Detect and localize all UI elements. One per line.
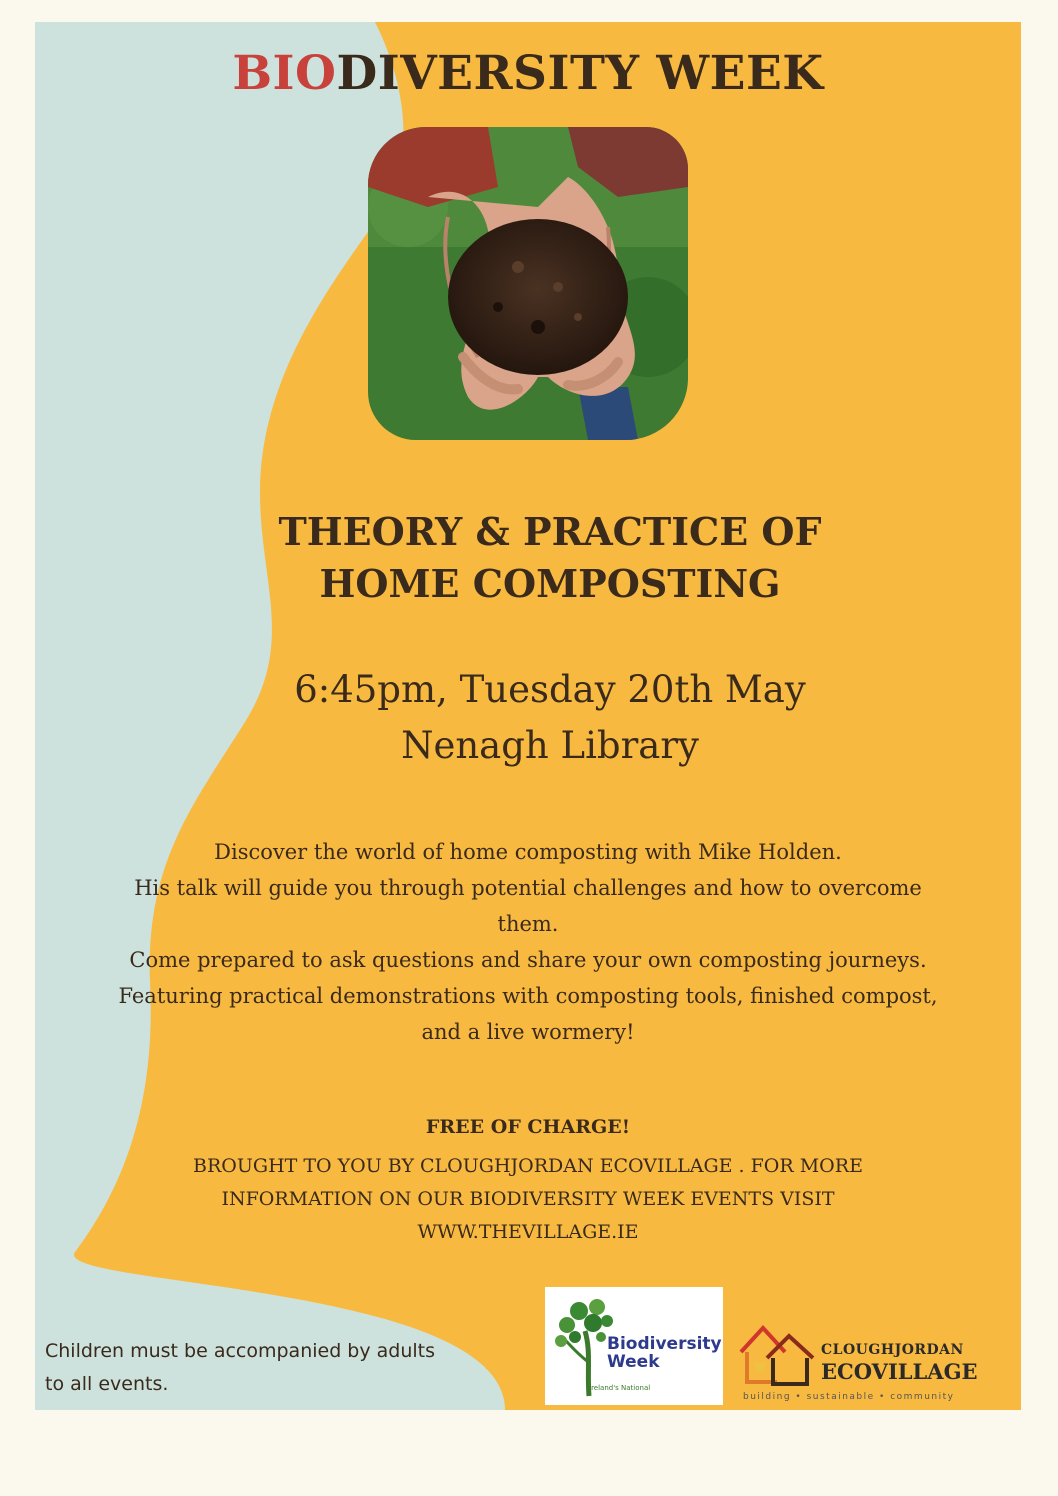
- children-line-1: Children must be accompanied by adults: [45, 1340, 436, 1362]
- brought-line-1: BROUGHT TO YOU BY CLOUGHJORDAN ECOVILLAGE . FOR MORE: [193, 1155, 863, 1177]
- description-line: Featuring practical demonstrations with composting tools, finished compost,: [118, 984, 938, 1008]
- eco-line-2: ECOVILLAGE: [821, 1359, 978, 1384]
- brought-to-you: [35, 1150, 1021, 1249]
- bw-logo-text: [607, 1335, 722, 1371]
- event-description: [35, 834, 1021, 1050]
- event-venue: Nenagh Library: [401, 724, 699, 767]
- description-line: them.: [497, 912, 559, 936]
- event-time-date: 6:45pm, Tuesday 20th May: [294, 668, 806, 711]
- bw-sub: Ireland's National: [589, 1384, 651, 1392]
- description-line: Come prepared to ask questions and share your own composting journeys.: [129, 948, 927, 972]
- heading-line-1: THEORY & PRACTICE OF: [278, 509, 822, 554]
- compost-photo: [368, 127, 688, 440]
- biodiversity-week-logo: [545, 1287, 723, 1405]
- ecovillage-logo: [735, 1320, 1005, 1410]
- ecovillage-name: [821, 1342, 978, 1384]
- houses-icon: [737, 1322, 817, 1388]
- free-of-charge: FREE OF CHARGE!: [425, 1116, 631, 1138]
- hands-holding-compost-image: [368, 127, 688, 440]
- bw-line-1: Biodiversity: [607, 1334, 722, 1354]
- poster-title: [35, 46, 1021, 101]
- children-notice: [45, 1335, 525, 1401]
- event-heading: [155, 506, 945, 610]
- eco-line-1: CLOUGHJORDAN: [821, 1342, 964, 1358]
- bw-line-2: Week: [607, 1352, 660, 1372]
- description-line: and a live wormery!: [421, 1020, 635, 1044]
- heading-line-2: HOME COMPOSTING: [319, 561, 781, 606]
- brought-line-2: INFORMATION ON OUR BIODIVERSITY WEEK EVENTS VISIT: [221, 1188, 835, 1210]
- title-rest: DIVERSITY WEEK: [336, 46, 824, 101]
- description-line: His talk will guide you through potential challenges and how to overcome: [134, 876, 922, 900]
- website-url: WWW.THEVILLAGE.IE: [417, 1221, 639, 1243]
- title-bio: BIO: [232, 46, 337, 101]
- description-line: Discover the world of home composting with Mike Holden.: [214, 840, 842, 864]
- event-details: [155, 662, 945, 774]
- ecovillage-tagline: building • sustainable • community: [743, 1392, 955, 1402]
- poster: [35, 22, 1021, 1410]
- children-line-2: to all events.: [45, 1373, 169, 1395]
